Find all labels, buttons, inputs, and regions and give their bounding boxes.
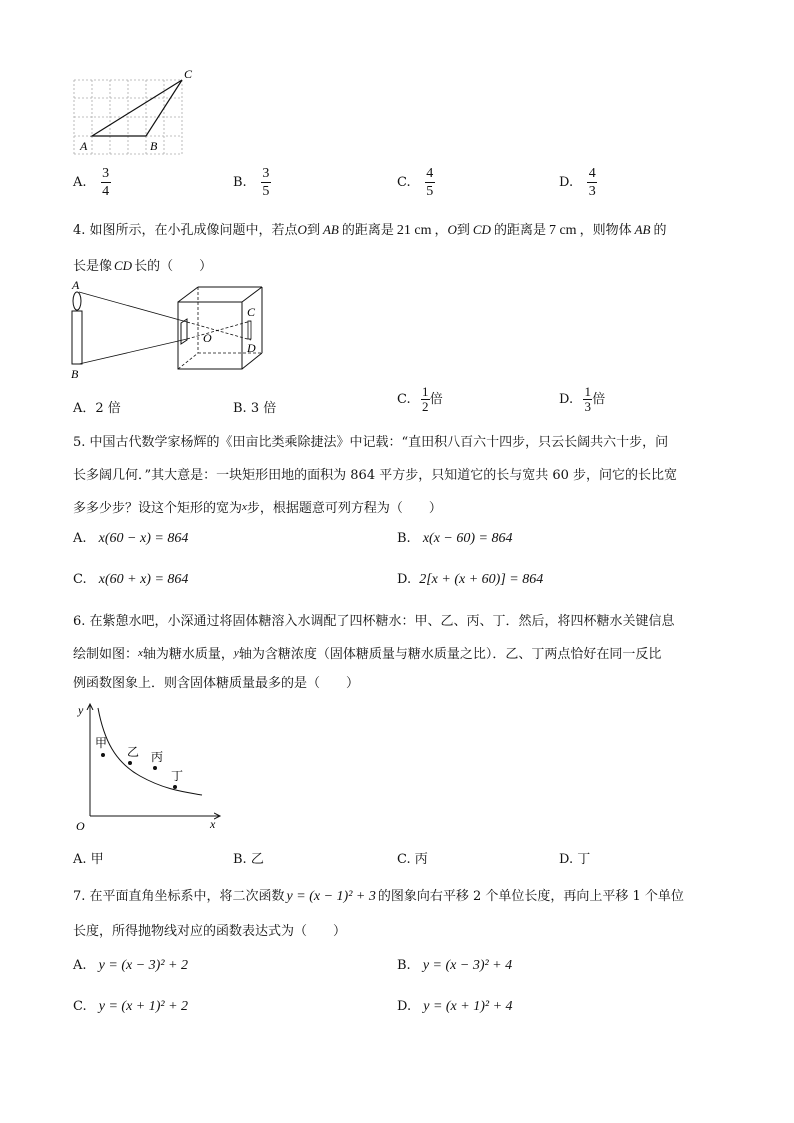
- q5-option-c-expr: x(60 + x) = 864: [98, 572, 189, 587]
- q6-point-3: [153, 766, 157, 770]
- q4-point-o: O: [297, 222, 307, 237]
- q5-option-b-label: B.: [397, 531, 411, 546]
- q5-option-d-expr: 2[x + (x + 60)] = 864: [419, 572, 544, 587]
- q7-option-b-label: B.: [397, 958, 411, 973]
- q6-label-2: 乙: [127, 745, 140, 759]
- q4-line-2: [73, 255, 212, 274]
- q6-var-y: y: [233, 647, 239, 659]
- pinhole-label-c: C: [247, 305, 256, 319]
- q4-d-den: 3: [584, 399, 591, 414]
- q5-option-c-label: C.: [73, 572, 87, 587]
- q7-text-1a: 7. 在平面直角坐标系中，将二次函数: [73, 889, 285, 904]
- fig3-label-c: C: [184, 67, 193, 81]
- pinhole-label-a: A: [72, 278, 80, 292]
- q5-var-x: x: [242, 501, 247, 513]
- q6-text-2a: 绘制如图：: [73, 647, 139, 662]
- sugar-water-figure: [70, 700, 230, 835]
- q5-text-3a: 多多少步？设这个矩形的宽为: [73, 501, 243, 516]
- q6-line-1: 6. 在紫憩水吧，小深通过将固体糖溶入水调配了四杯糖水：甲、乙、丙、丁．然后，将四杯糖水关键信息: [73, 614, 675, 629]
- q4-text-1e: 到: [456, 223, 470, 238]
- q7-option-b[interactable]: [397, 958, 512, 974]
- q6-label-4: 丁: [171, 769, 184, 783]
- q5-line-3: [73, 497, 442, 516]
- q4-text-2a: 长是像: [73, 259, 113, 274]
- q4-option-d-suffix: 倍: [592, 392, 606, 407]
- q5-option-b[interactable]: [397, 531, 512, 547]
- q3-c-den: 5: [426, 184, 434, 199]
- q4-text-2b: 长的（ ）: [134, 259, 213, 274]
- q5-option-d[interactable]: [397, 572, 543, 588]
- q5-text-3b: 步，根据题意可列方程为（ ）: [246, 501, 442, 516]
- q3-option-c-label: C.: [397, 175, 411, 190]
- q4-seg-cd: CD: [472, 222, 491, 237]
- q4-seg-ab-2: AB: [634, 222, 651, 237]
- q4-option-c-suffix: 倍: [429, 392, 443, 407]
- q4-option-b[interactable]: B. 3 倍: [233, 401, 277, 416]
- q7-option-d-expr: y = (x + 1)² + 4: [423, 999, 513, 1014]
- q6-option-c[interactable]: C. 丙: [397, 852, 428, 867]
- q5-option-a[interactable]: [73, 531, 188, 547]
- q3-d-den: 3: [588, 184, 596, 199]
- q4-c-den: 2: [422, 399, 429, 414]
- q3-a-den: 4: [102, 184, 110, 199]
- q4-option-c[interactable]: [397, 386, 443, 413]
- q7-option-a-expr: y = (x − 3)² + 2: [98, 958, 188, 973]
- q4-text-1d: ，: [434, 223, 448, 238]
- q4-option-c-label: C.: [397, 392, 411, 407]
- q3-option-d[interactable]: [559, 166, 597, 199]
- q4-distance-2: 7 cm: [548, 223, 577, 238]
- q6-text-2c: 轴为含糖浓度（固体糖质量与糖水质量之比）．乙、丁两点恰好在同一反比: [238, 647, 662, 662]
- q4-point-o-2: O: [447, 222, 457, 237]
- q3-option-d-label: D.: [559, 175, 574, 190]
- q3-option-b-label: B.: [233, 175, 247, 190]
- pinhole-label-d: D: [247, 341, 256, 355]
- fig3-label-b: B: [150, 139, 158, 153]
- q3-c-num: 4: [426, 166, 434, 181]
- q7-option-b-expr: y = (x − 3)² + 4: [422, 958, 513, 973]
- q7-option-c[interactable]: [73, 999, 188, 1015]
- q4-seg-cd-2: CD: [114, 258, 133, 273]
- q4-line-1: [73, 219, 667, 239]
- q4-option-d-frac: [583, 386, 592, 413]
- q6-point-4: [173, 785, 177, 789]
- q6-label-x: x: [210, 817, 216, 831]
- q3-option-b[interactable]: [233, 166, 271, 199]
- q3-option-b-frac: [261, 166, 271, 199]
- q5-option-b-expr: x(x − 60) = 864: [422, 531, 513, 546]
- q4-option-d-label: D.: [559, 392, 574, 407]
- q6-option-b[interactable]: B. 乙: [233, 852, 264, 867]
- pinhole-figure: [66, 278, 276, 382]
- q3-option-a-frac: [101, 166, 111, 199]
- q3-b-num: 3: [262, 166, 270, 181]
- q6-option-a[interactable]: A. 甲: [73, 852, 104, 867]
- q7-text-1b: 的图象向右平移 2 个单位长度，再向上平移 1 个单位: [377, 889, 684, 904]
- q7-line-2: 长度，所得抛物线对应的函数表达式为（ ）: [73, 924, 347, 939]
- q3-option-c-frac: [425, 166, 435, 199]
- q3-a-num: 3: [102, 166, 110, 181]
- q4-option-c-frac: [421, 386, 430, 413]
- q4-text-1g: ，则物体: [579, 223, 632, 238]
- q5-option-d-label: D.: [397, 572, 412, 587]
- q6-var-x: x: [138, 647, 143, 659]
- q5-option-a-expr: x(60 − x) = 864: [98, 531, 189, 546]
- q7-option-a[interactable]: [73, 958, 188, 974]
- q5-option-a-label: A.: [73, 531, 87, 546]
- q4-text-1c: 的距离是: [341, 223, 394, 238]
- pinhole-label-b: B: [71, 367, 79, 381]
- q4-option-a[interactable]: A．2 倍: [73, 401, 121, 416]
- q6-label-y: y: [78, 703, 84, 717]
- q6-label-1: 甲: [95, 736, 108, 750]
- q7-option-d-label: D.: [397, 999, 412, 1014]
- q3-option-c[interactable]: [397, 166, 435, 199]
- q4-seg-ab: AB: [322, 222, 339, 237]
- q6-line-2: [73, 643, 661, 662]
- q6-point-1: [101, 753, 105, 757]
- q4-text-1a: 4. 如图所示，在小孔成像问题中，若点: [73, 223, 298, 238]
- q4-text-1h: 的: [653, 223, 667, 238]
- q3-b-den: 5: [262, 184, 270, 199]
- q6-option-d[interactable]: D. 丁: [559, 852, 591, 867]
- q7-function: y = (x − 1)² + 3: [286, 889, 376, 904]
- q4-d-num: 1: [584, 384, 591, 399]
- q5-option-c[interactable]: [73, 572, 188, 588]
- q4-c-num: 1: [422, 384, 429, 399]
- q4-distance-1: 21 cm: [396, 223, 432, 238]
- q6-label-3: 丙: [151, 750, 164, 764]
- q6-line-3: 例函数图象上．则含固体糖质量最多的是（ ）: [73, 676, 360, 691]
- q7-option-d[interactable]: [397, 999, 513, 1015]
- q6-label-o: O: [76, 819, 85, 833]
- q6-curve: [98, 708, 202, 795]
- q7-line-1: [73, 885, 684, 905]
- q4-option-d[interactable]: [559, 386, 605, 413]
- q5-line-2: 长多阔几何．”其大意是：一块矩形田地的面积为 864 平方步，只知道它的长与宽共 60 步，问它的长比宽: [73, 468, 678, 483]
- q6-point-2: [128, 761, 132, 765]
- q7-option-c-expr: y = (x + 1)² + 2: [98, 999, 189, 1014]
- q4-text-1f: 的距离是: [493, 223, 546, 238]
- q4-text-1b: 到: [306, 223, 320, 238]
- grid-triangle-figure: [66, 66, 206, 162]
- q3-option-a-label: A.: [73, 175, 87, 190]
- q5-line-1: 5. 中国古代数学家杨辉的《田亩比类乘除捷法》中记载：“直田积八百六十四步，只云长阔共六十步，问: [73, 435, 669, 450]
- pinhole-label-o: O: [203, 331, 212, 345]
- q7-option-c-label: C.: [73, 999, 87, 1014]
- q3-d-num: 4: [588, 166, 596, 181]
- q7-option-a-label: A.: [73, 958, 87, 973]
- q3-option-d-frac: [587, 166, 597, 199]
- q3-option-a[interactable]: [73, 166, 111, 199]
- q6-text-2b: 轴为糖水质量，: [142, 647, 234, 662]
- fig3-label-a: A: [80, 139, 88, 153]
